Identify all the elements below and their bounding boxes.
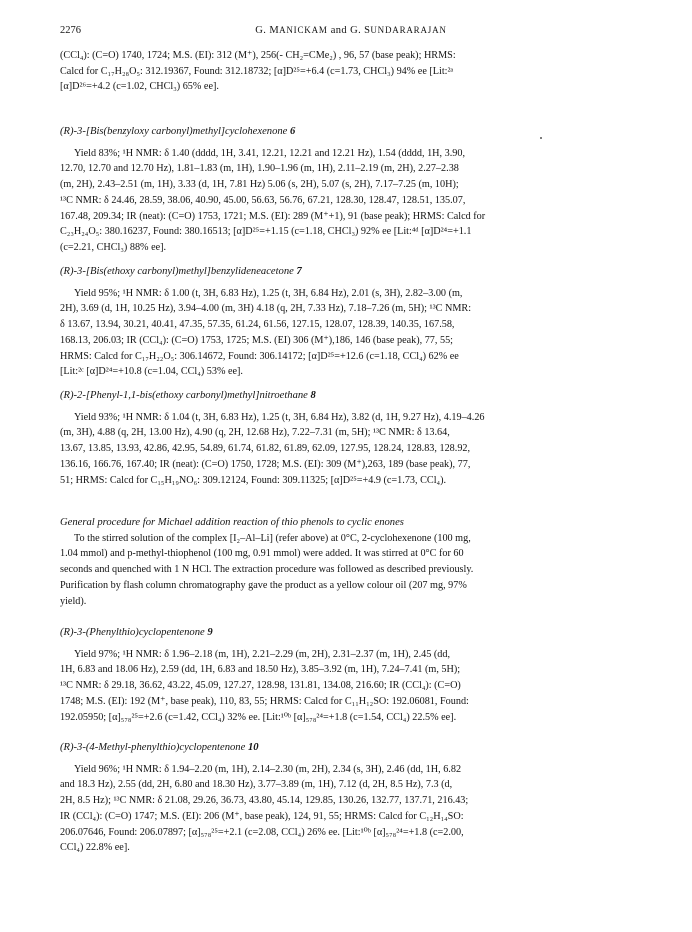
text-line: 1.04 mmol) and p-methyl-thiophenol (100 mg, 0.91 mmol) were added. It was stirred at 0°C for 60 [60,548,464,560]
text-line: 12.70, 12.70 and 12.70 Hz), 1.81–1.83 (m, 1H), 1.90–1.96 (m, 1H), 2.11–2.19 (m, 2H), 2.27–2.38 [60,163,459,175]
section-heading: (R)-3-(Phenylthio)cyclopentenone 9 [60,627,213,638]
section-heading: (R)-3-[Bis(benzyloxy carbonyl)methyl]cyclohexenone 6 [60,126,296,137]
text-line: C₂₃H₂₄O₅: 380.16237, Found: 380.16513; [α]D²⁵=+1.15 (c=1.18, CHCl₃) 92% ee [Lit:⁴ᵈ [α]D²⁴=+1.1 [60,226,472,238]
running-head-authors: G. MANICKAM and G. SUNDARARAJAN [255,25,447,36]
text-line: Yield 95%; ¹H NMR: δ 1.00 (t, 3H, 6.83 Hz), 1.25 (t, 3H, 6.84 Hz), 2.01 (s, 3H), 2.82–3.00 (m, [74,287,463,299]
text-line: 51; HRMS: Calcd for C₁₅H₁₉NO₆: 309.12124, Found: 309.11325; [α]D²⁵=+4.9 (c=1.73, CCl₄). [60,474,447,486]
text-line: Yield 83%; ¹H NMR: δ 1.40 (dddd, 1H, 3.41, 12.21, 12.21 and 12.21 Hz), 1.54 (dddd, 1H, 3.90, [74,147,465,159]
compound-6-section [60,124,648,256]
text-line: Yield 96%; ¹H NMR: δ 1.94–2.20 (m, 1H), 2.14–2.30 (m, 2H), 2.34 (s, 3H), 2.46 (dd, 1H, 6.82 [74,763,462,775]
compound-number: 7 [296,266,302,277]
text-line: 192.05950; [α]₅₇₈²⁵=+2.6 (c=1.42, CCl₄) 32% ee. [Lit:¹⁰ᵇ [α]₅₇₈²⁴=+1.8 (c=1.54, CCl₄) 22.5% ee]. [60,711,457,723]
compound-number: 10 [247,742,259,753]
text-line: 167.48, 209.34; IR (neat): (C=O) 1753, 1721; M.S. (EI): 289 (M⁺+1), 91 (base peak); HRMS: Calcd for [60,210,486,222]
text-line: ¹³C NMR: δ 24.46, 28.59, 38.06, 40.90, 45.00, 56.63, 56.76, 67.21, 128.30, 128.47, 128.51, 135.07, [60,194,466,206]
text-line: (m, 2H), 2.43–2.51 (m, 1H), 3.33 (d, 1H, 7.81 Hz) 5.06 (s, 2H), 5.07 (s, 2H), 7.17–7.25 (m, 10H); [60,179,459,191]
text-line: To the stirred solution of the complex [I₂–Al–Li] (refer above) at 0°C, 2-cyclohexenone (100 mg, [74,532,471,544]
text-line: yield). [60,595,87,607]
section-heading: (R)-2-[Phenyl-1,1-bis(ethoxy carbonyl)methyl]nitroethane 8 [60,390,316,401]
text-line: Yield 97%; ¹H NMR: δ 1.96–2.18 (m, 1H), 2.21–2.29 (m, 2H), 2.31–2.37 (m, 1H), 2.45 (dd, [74,648,450,660]
text-line: (c=2.21, CHCl₃) 88% ee]. [60,241,167,253]
section-heading: (R)-3-(4-Methyl-phenylthio)cyclopentenone 10 [60,742,259,753]
section-heading: General procedure for Michael addition reaction of thio phenols to cyclic enones [60,517,404,528]
text-line: 1748; M.S. (EI): 192 (M⁺, base peak), 110, 83, 55; HRMS: Calcd for C₁₁H₁₂SO: 192.06081, Found: [60,695,469,707]
text-line: Purification by flash column chromatography gave the product as a yellow colour oil (207 mg, 97% [60,579,467,591]
text-line: Yield 93%; ¹H NMR: δ 1.04 (t, 3H, 6.83 Hz), 1.25 (t, 3H, 6.84 Hz), 3.82 (d, 1H, 9.27 Hz), 4.19–4.26 [74,411,485,423]
text-line: 13.67, 13.85, 13.93, 42.86, 42.95, 54.89, 61.74, 61.82, 61.89, 62.09, 127.95, 128.24, 128.83, 128.92, [60,443,471,455]
text-line: CCl₄) 22.8% ee]. [60,842,130,854]
text-line: [α]D²⁶=+4.2 (c=1.02, CHCl₃) 65% ee]. [60,81,219,93]
text-line: seconds and quenched with 1 N HCl. The extraction procedure was followed as described previously. [60,564,474,576]
compound-10-section [60,740,648,856]
text-line: 168.13, 206.03; IR (CCl₄): (C=O) 1753, 1725; M.S. (EI) 306 (M⁺),186, 146 (base peak), 77, 55; [60,334,453,346]
running-head [60,25,642,41]
compound-9-section [60,625,648,725]
text-line: HRMS: Calcd for C₁₇H₂₂O₅: 306.14672, Found: 306.14172; [α]D²⁵=+12.6 (c=1.18, CCl₄) 62% ee [60,350,459,362]
text-line: (m, 3H), 4.88 (q, 2H, 13.00 Hz), 4.90 (q, 2H, 12.68 Hz), 7.22–7.31 (m, 5H); ¹³C NMR: δ 13.64, [60,427,450,439]
compound-number: 6 [290,126,296,137]
text-line: 1H, 6.83 and 18.06 Hz), 2.59 (dd, 1H, 6.83 and 18.50 Hz), 3.85–3.92 (m, 1H), 7.24–7.41 (m, 5H); [60,664,461,676]
compound-number: 9 [207,627,213,638]
text-line: ¹³C NMR: δ 29.18, 36.62, 43.22, 45.09, 127.27, 128.98, 131.81, 134.08, 216.60; IR (CCl₄): (C=O) [60,680,461,692]
text-line: δ 13.67, 13.94, 30.21, 40.41, 47.35, 57.35, 61.24, 61.56, 127.15, 128.07, 128.39, 140.35, 167.58, [60,319,455,331]
general-procedure-section [60,515,648,609]
text-line: Calcd for C₁₇H₂₈O₅: 312.19367, Found: 312.18732; [α]D²⁵=+6.4 (c=1.73, CHCl₃) 94% ee [Lit:²ᵃ [60,65,454,77]
section-heading: (R)-3-[Bis(ethoxy carbonyl)methyl]benzylideneacetone 7 [60,266,302,277]
compound-7-section [60,264,648,380]
text-line: 2H), 3.69 (d, 1H, 10.25 Hz), 3.94–4.00 (m, 3H) 4.18 (q, 2H, 7.33 Hz), 7.18–7.26 (m, 5H); ¹³C NMR: [60,303,472,315]
intro-paragraph [60,48,648,95]
text-line: and 18.3 Hz), 2.55 (dd, 2H, 6.80 and 18.30 Hz), 3.77–3.89 (m, 1H), 7.12 (d, 2H, 8.5 Hz), 7.3 (d, [60,779,453,791]
text-line: [Lit:²ᶜ [α]D²⁴=+10.8 (c=1.04, CCl₄) 53% ee]. [60,366,243,378]
compound-8-section [60,388,648,488]
text-line: 2H, 8.5 Hz); ¹³C NMR: δ 21.08, 29.26, 36.73, 43.80, 45.14, 129.85, 130.26, 132.77, 137.71, 216.43; [60,795,469,807]
text-line: (CCl₄): (C=O) 1740, 1724; M.S. (EI): 312 (M⁺), 256(- CH₂=CMe₂) , 96, 57 (base peak); HRMS: [60,50,456,61]
text-line: 206.07646, Found: 206.07897; [α]₅₇₈²⁵=+2.1 (c=2.08, CCl₄) 26% ee. [Lit:¹⁰ᵇ [α]₅₇₈²⁴=+1.8 (c=2.00, [60,826,464,838]
text-line: IR (CCl₄): (C=O) 1747; M.S. (EI): 206 (M⁺, base peak), 124, 91, 55; HRMS: Calcd for C₁₂H₁₄SO: [60,810,464,822]
compound-number: 8 [310,390,316,401]
text-line: 136.16, 166.76, 167.40; IR (neat): (C=O) 1750, 1728; M.S. (EI): 309 (M⁺),263, 189 (base peak), 77, [60,458,471,470]
page-number: 2276 [60,25,81,36]
